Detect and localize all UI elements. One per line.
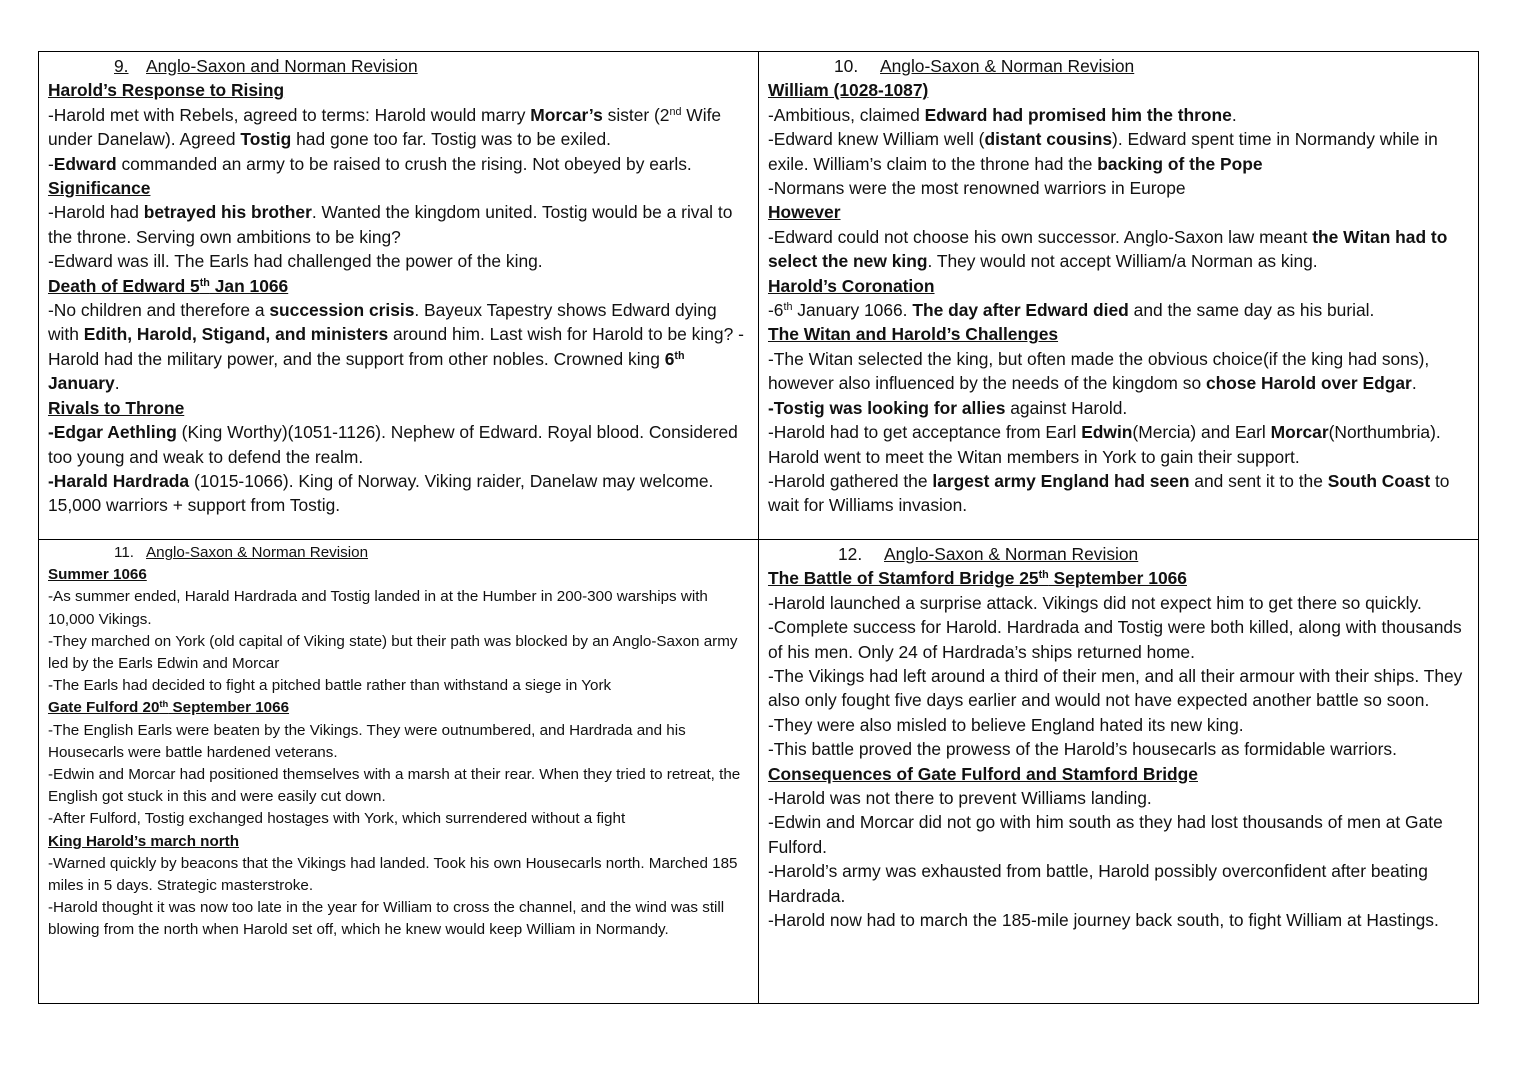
section-heading: Harold’s Response to Rising [48,80,285,101]
paragraph: -They were also misled to believe England hated its new king. [768,714,1244,735]
card-number: 11. [114,544,134,561]
section-heading: Rivals to Throne [48,397,185,418]
section-heading: Gate Fulford 20th September 1066 [48,698,290,717]
card-number: 10. [834,56,859,76]
card-title [768,542,1470,566]
section-heading: The Battle of Stamford Bridge 25th September 1066 [768,568,1187,589]
paragraph: -Harold now had to march the 185-mile journey back south, to fight William at Hastings. [768,910,1439,931]
card-title [768,54,1470,78]
card-9 [39,52,759,540]
paragraph: -Ambitious, claimed Edward had promised him the throne. [768,104,1237,125]
card-title [48,542,750,564]
paragraph: -Harold met with Rebels, agreed to terms: Harold would marry Morcar’s sister (2nd Wife under Danelaw). Agreed Tostig had gone too far. Tostig was to be exiled. [48,104,722,150]
section-heading: Death of Edward 5th Jan 1066 [48,275,289,296]
paragraph: -Edward commanded an army to be raised to crush the rising. Not obeyed by earls. [48,153,692,174]
card-10 [759,52,1478,540]
paragraph: -Harold launched a surprise attack. Vikings did not expect him to get there so quickly. [768,592,1422,613]
card-title-text: Anglo-Saxon & Norman Revision [146,544,369,561]
paragraph: -Normans were the most renowned warriors in Europe [768,178,1186,199]
paragraph: -Complete success for Harold. Hardrada and Tostig were both killed, along with thousands of his men. Only 24 of Hardrada’s ships returned home. [768,617,1462,662]
paragraph: -Tostig was looking for allies against Harold. [768,397,1128,418]
card-title-text: Anglo-Saxon & Norman Revision [884,544,1139,564]
paragraph: -Edwin and Morcar had positioned themselves with a marsh at their rear. When they tried to retreat, the English got stuck in this and were easily cut down. [48,766,741,806]
paragraph: -Edwin and Morcar did not go with him south as they had lost thousands of men at Gate Fulford. [768,812,1443,857]
section-heading: Significance [48,178,151,199]
paragraph: -The Vikings had left around a third of their men, and all their armour with their ships. They also only fought five days earlier and would not have expected another battle so soon. [768,666,1463,711]
paragraph: -This battle proved the prowess of the Harold’s housecarls as formidable warriors. [768,739,1397,760]
paragraph: -Harold had to get acceptance from Earl Edwin(Mercia) and Earl Morcar(Northumbria). Harold went to meet the Witan members in York to gain their support. [768,422,1441,467]
paragraph: -The Witan selected the king, but often made the obvious choice(if the king had sons), however also influenced by the needs of the kingdom so chose Harold over Edgar. [768,348,1430,394]
section-heading: Consequences of Gate Fulford and Stamford Bridge [768,763,1198,784]
revision-grid [38,51,1479,1004]
card-title-text: Anglo-Saxon and Norman Revision [146,56,418,76]
section-heading: The Witan and Harold’s Challenges [768,324,1059,345]
paragraph: -Harold thought it was now too late in the year for William to cross the channel, and the wind was still blowing from the north when Harold set off, which he knew would keep William in Normandy. [48,899,725,939]
paragraph: -Edgar Aethling (King Worthy)(1051-1126). Nephew of Edward. Royal blood. Considered too young and weak to defend the realm. [48,422,738,467]
section-heading: Summer 1066 [48,566,147,584]
card-title [48,54,750,78]
paragraph: -Harold was not there to prevent Williams landing. [768,788,1152,809]
card-12 [759,540,1478,1003]
card-11 [39,540,759,1003]
section-heading: William (1028-1087) [768,80,929,101]
paragraph: -Harold had betrayed his brother. Wanted the kingdom united. Tostig would be a rival to the throne. Serving own ambitions to be king? [48,202,733,247]
paragraph: -Warned quickly by beacons that the Vikings had landed. Took his own Housecarls north. Marched 185 miles in 5 days. Strategic masterstroke. [48,854,738,895]
paragraph: -As summer ended, Harald Hardrada and Tostig landed in at the Humber in 200-300 warships with 10,000 Vikings. [48,588,708,628]
section-heading: King Harold’s march north [48,832,239,850]
section-heading: However [768,202,841,223]
paragraph: -Harold gathered the largest army England had seen and sent it to the South Coast to wait for Williams invasion. [768,470,1450,516]
card-number: 12. [838,544,863,564]
paragraph: -They marched on York (old capital of Viking state) but their path was blocked by an Anglo-Saxon army led by the Earls Edwin and Morcar [48,632,738,673]
paragraph: -The English Earls were beaten by the Vikings. They were outnumbered, and Hardrada and his Housecarls were battle hardened veterans. [48,721,686,761]
paragraph: -After Fulford, Tostig exchanged hostages with York, which surrendered without a fight [48,810,626,828]
paragraph: -6th January 1066. The day after Edward died and the same day as his burial. [768,300,1375,321]
paragraph: -Edward was ill. The Earls had challenged the power of the king. [48,251,543,272]
paragraph: -Harald Hardrada (1015-1066). King of Norway. Viking raider, Danelaw may welcome. 15,000 warriors + support from Tostig. [48,470,714,516]
paragraph: -Edward knew William well (distant cousins). Edward spent time in Normandy while in exile. William’s claim to the throne had the backing of the Pope [768,129,1438,174]
paragraph: -Harold’s army was exhausted from battle, Harold possibly overconfident after beating Hardrada. [768,861,1428,906]
paragraph: -The Earls had decided to fight a pitched battle rather than withstand a siege in York [48,677,612,695]
card-title-text: Anglo-Saxon & Norman Revision [880,56,1135,76]
section-heading: Harold’s Coronation [768,275,935,296]
paragraph: -Edward could not choose his own successor. Anglo-Saxon law meant the Witan had to select the new king. They would not accept William/a Norman as king. [768,226,1448,272]
card-number: 9. [114,56,129,76]
paragraph: -No children and therefore a succession crisis. Bayeux Tapestry shows Edward dying with Edith, Harold, Stigand, and ministers around him. Last wish for Harold to be king? -Harold had the military power, and the support from other nobles. Crowned king 6th January. [48,300,744,394]
